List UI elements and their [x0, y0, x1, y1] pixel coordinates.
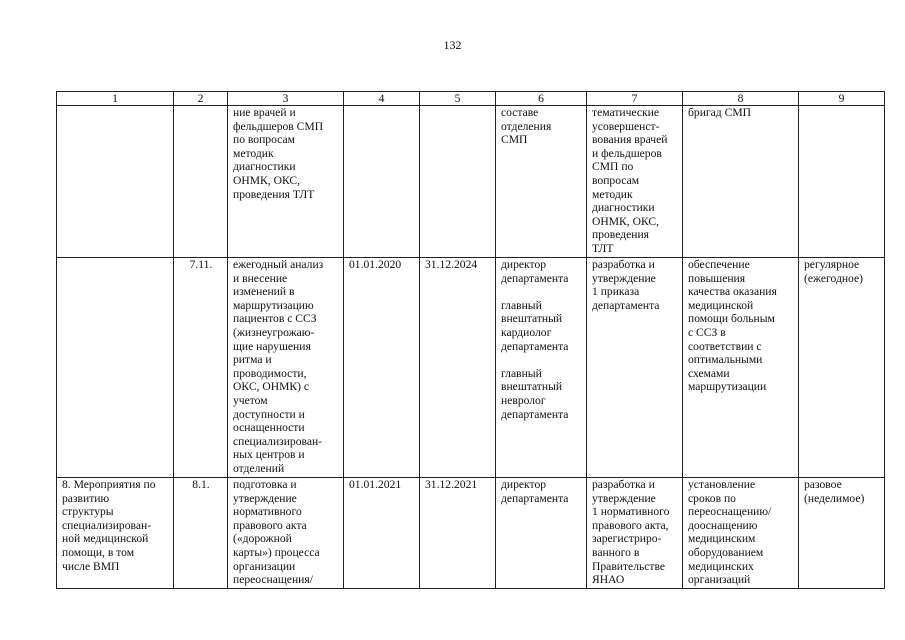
end-date-cell: 31.12.2021 [420, 478, 496, 589]
responsible-cell: составе отделения СМП [496, 106, 587, 258]
outcome-cell: установление сроков по переоснащению/ дооснащению медицинским оборудованием медицинских организаций [683, 478, 799, 589]
column-header: 9 [799, 92, 885, 106]
outcome-cell: бригад СМП [683, 106, 799, 258]
activity-cell: ние врачей и фельдшеров СМП по вопросам методик диагностики ОНМК, ОКС, проведения ТЛТ [228, 106, 344, 258]
item-number-cell [174, 106, 228, 258]
frequency-cell [799, 106, 885, 258]
column-header: 4 [344, 92, 420, 106]
start-date-cell [344, 106, 420, 258]
column-number-row [57, 92, 885, 106]
column-header: 6 [496, 92, 587, 106]
table-row [57, 106, 885, 258]
table-row [57, 478, 885, 589]
section-cell [57, 258, 174, 478]
result-cell: разработка и утверждение 1 приказа департамента [587, 258, 683, 478]
page-number: 132 [443, 38, 462, 52]
end-date-cell [420, 106, 496, 258]
column-header: 1 [57, 92, 174, 106]
activity-cell: ежегодный анализ и внесение изменений в маршрутизацию пациентов с ССЗ (жизнеугрожаю- щие нарушения ритма и проводимости, ОКС, ОНМК) с учетом доступности и оснащенности специализирован- ных центров и отделений [228, 258, 344, 478]
column-header: 2 [174, 92, 228, 106]
result-cell: тематические усовершенст- вования врачей и фельдшеров СМП по вопросам методик диагностики ОНМК, ОКС, проведения ТЛТ [587, 106, 683, 258]
frequency-cell: разовое (неделимое) [799, 478, 885, 589]
section-cell: 8. Мероприятия по развитию структуры специализирован- ной медицинской помощи, в том числе ВМП [57, 478, 174, 589]
plan-table [56, 91, 885, 589]
activity-cell: подготовка и утверждение нормативного правового акта («дорожной карты») процесса организации переоснащения/ [228, 478, 344, 589]
outcome-cell: обеспечение повышения качества оказания медицинской помощи больным с ССЗ в соответствии с оптимальными схемами маршрутизации [683, 258, 799, 478]
start-date-cell: 01.01.2021 [344, 478, 420, 589]
column-header: 5 [420, 92, 496, 106]
end-date-cell: 31.12.2024 [420, 258, 496, 478]
column-header: 3 [228, 92, 344, 106]
responsible-cell: директор департамента главный внештатный кардиолог департамента главный внештатный невролог департамента [496, 258, 587, 478]
responsible-cell: директор департамента [496, 478, 587, 589]
column-header: 7 [587, 92, 683, 106]
frequency-cell: регулярное (ежегодное) [799, 258, 885, 478]
column-header: 8 [683, 92, 799, 106]
item-number-cell: 7.11. [174, 258, 228, 478]
result-cell: разработка и утверждение 1 нормативного правового акта, зарегистриро- ванного в Правительстве ЯНАО [587, 478, 683, 589]
section-cell [57, 106, 174, 258]
table-row [57, 258, 885, 478]
start-date-cell: 01.01.2020 [344, 258, 420, 478]
item-number-cell: 8.1. [174, 478, 228, 589]
